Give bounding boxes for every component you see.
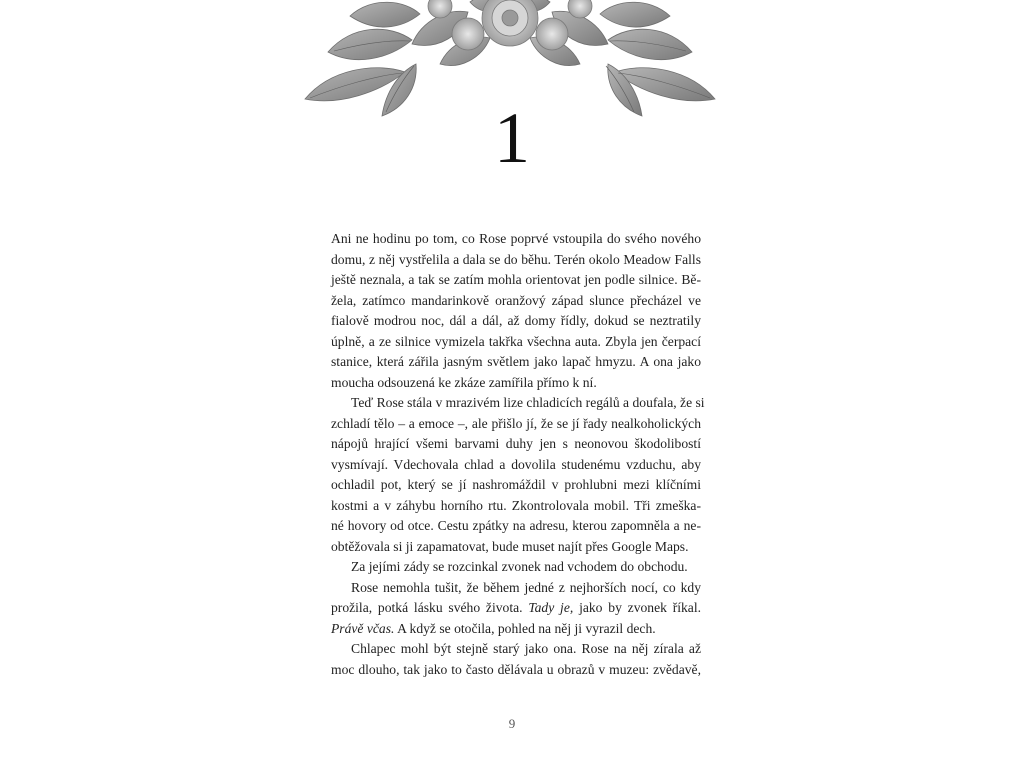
text-line: úplně, a ze silnice vymizela takřka všechna auta. Zbyla jen čerpací <box>331 333 701 349</box>
text-line: ochladil pot, který se jí nashromáždil v prohlubni mezi klíčními <box>331 477 701 492</box>
text-line: Ani ne hodinu po tom, co Rose poprvé vstoupila do svého nového <box>331 231 701 246</box>
text-line: fialově modrou noc, dál a dál, až domy řídly, dokud se neztratily <box>331 313 701 328</box>
text-line: stanice, která zářila jasným světlem jako lapač hmyzu. A ona jako <box>331 354 701 369</box>
text-line <box>331 598 701 619</box>
text-line <box>331 619 701 640</box>
italic-text: Tady je, <box>528 600 574 615</box>
text-line: Teď Rose stála v mrazivém lize chladicích regálů a doufala, že si <box>351 395 705 410</box>
text-line: vysmívají. Vdechovala chlad a dovolila studenému vzduchu, aby <box>331 456 701 472</box>
text-run: prožila, potká lásku svého života. <box>331 600 529 615</box>
text-line: domu, z něj vystřelila a dala se do běhu. Terén okolo Meadow Falls <box>331 251 701 267</box>
text-line: obtěžovala si ji zapamatovat, bude muset najít přes Google Maps. <box>331 538 689 554</box>
text-run: jako by zvonek říkal. <box>573 600 702 615</box>
text-line: nápojů hrající všemi barvami duhy jen s neonovou škodolibostí <box>331 436 701 451</box>
text-line: žela, zatímco mandarinkově oranžový západ slunce přecházel ve <box>331 292 701 308</box>
text-line: zchladí tělo – a emoce –, ale přišlo jí, že se jí řady nealkoholických <box>331 415 701 431</box>
chapter-number: 1 <box>494 98 530 178</box>
text-run: A když se otočila, pohled na něj ji vyrazil dech. <box>394 620 656 636</box>
text-line: kostmi a v záhybu horního rtu. Zkontrolovala mobil. Tři zmeška- <box>331 497 701 513</box>
text-line: né hovory od otce. Cestu zpátky na adresu, kterou zapomněla a ne- <box>331 518 701 533</box>
text-line: moc dlouho, tak jako to často dělávala u obrazů v muzeu: zvědavě, <box>331 661 701 677</box>
body-text <box>331 229 705 680</box>
text-line: ještě neznala, a tak se zatím mohla orientovat jen podle silnice. Bě- <box>331 272 701 287</box>
text-line: moucha odsouzená ke zkáze zamířila přímo k ní. <box>331 374 597 390</box>
page-number: 9 <box>508 716 516 731</box>
italic-text: Právě včas. <box>331 620 395 636</box>
text-line: Rose nemohla tušit, že během jedné z nejhorších nocí, co kdy <box>351 579 701 595</box>
text-line: Za jejími zády se rozcinkal zvonek nad vchodem do obchodu. <box>351 559 688 574</box>
text-line: Chlapec mohl být stejně starý jako ona. Rose na něj zírala až <box>351 641 701 656</box>
